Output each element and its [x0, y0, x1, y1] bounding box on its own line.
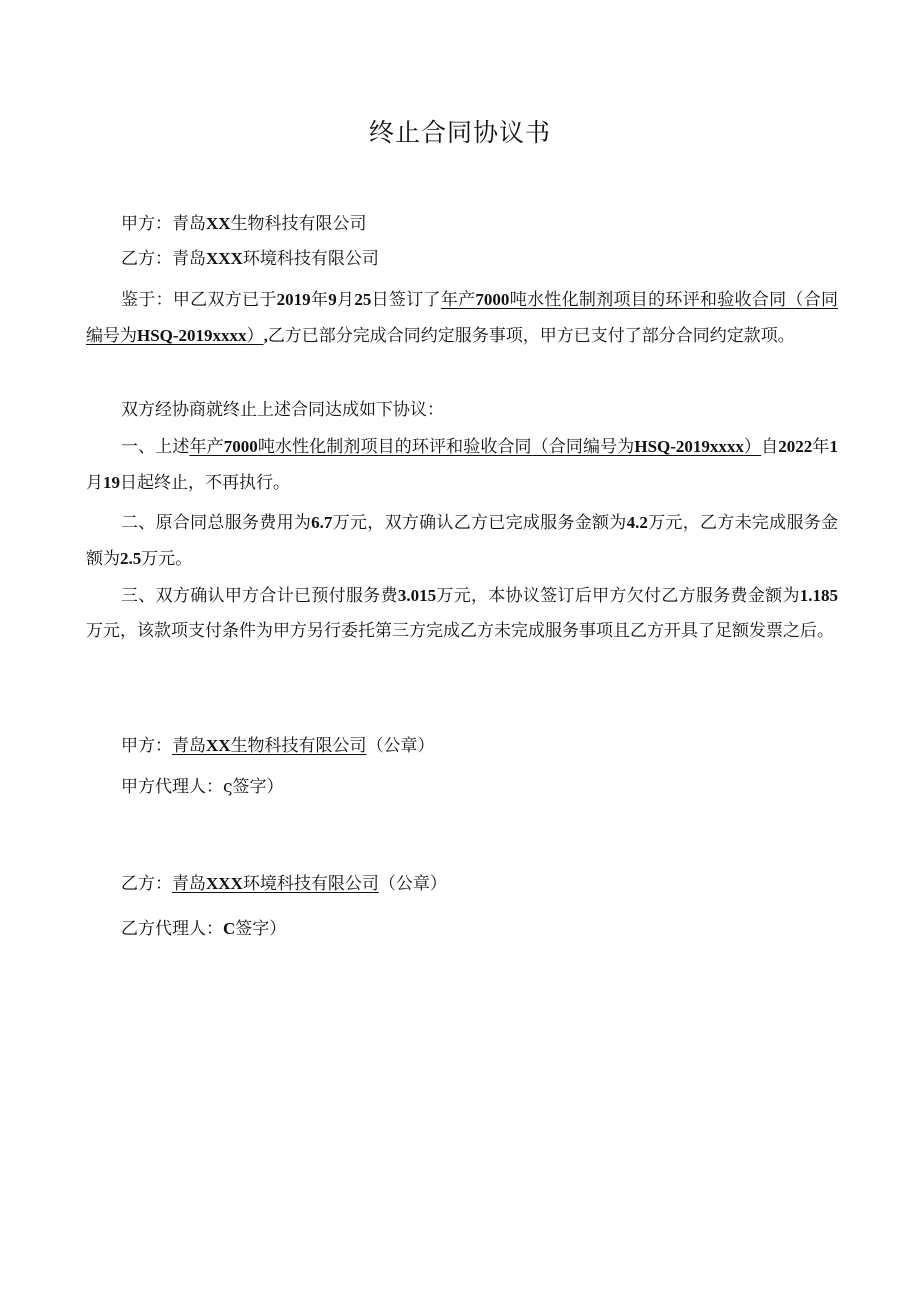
party-b-company-name: [172, 874, 379, 894]
recital-paragraph: [86, 282, 838, 354]
seal-note: （公章）: [366, 736, 435, 756]
contract-number: HSQ-2019xxxx: [634, 437, 744, 456]
recital-month: 9: [328, 290, 337, 309]
company-name-text: 青岛: [172, 874, 206, 894]
party-a-name-part: 青岛: [172, 214, 206, 234]
clause-1-paragraph: [86, 429, 838, 501]
company-name-bold: XXX: [206, 874, 243, 893]
party-b-label: 乙方：: [121, 249, 172, 269]
recital-text: 日签订了: [371, 290, 441, 310]
party-b-name-part: 青岛: [172, 249, 206, 269]
clause-3-text: 三、双方确认甲方合计已预付服务费: [121, 586, 398, 606]
total-fee: 6.7: [311, 513, 333, 532]
party-b-signature-line: [121, 866, 447, 902]
company-name-bold: XX: [206, 736, 231, 755]
clause-1-contract-name: [189, 437, 761, 457]
agent-sign-note: 签字）: [235, 919, 287, 939]
contract-name-text: ）: [246, 326, 264, 346]
uncompleted-amount: 2.5: [120, 549, 142, 568]
recital-day: 25: [354, 290, 372, 309]
party-a-label: 甲方：: [121, 214, 172, 234]
termination-year: 2022: [778, 437, 813, 456]
contract-name-text: 年产: [440, 290, 476, 310]
contract-tonnage: 7000: [475, 290, 510, 309]
prepaid-fee: 3.015: [397, 586, 437, 605]
party-a-line: [121, 206, 367, 242]
contract-tonnage: 7000: [223, 437, 258, 456]
clause-2-paragraph: [86, 505, 838, 577]
outstanding-fee: 1.185: [799, 586, 839, 605]
party-a-name-bold: XX: [206, 214, 231, 233]
clause-3-text: 万元，本协议签订后甲方欠付乙方服务费金额为: [436, 586, 800, 606]
contract-name-text: ）: [743, 437, 762, 457]
party-b-line: [121, 241, 379, 277]
contract-name-text: 吨水性化制剂项目的环评和验收合同（合同编号为: [86, 290, 839, 346]
clause-1-text: 一、上述: [121, 437, 190, 457]
agent-sign-note: 签字）: [232, 777, 284, 797]
clause-1-text: 月: [86, 473, 103, 493]
clause-1-text: 年: [812, 437, 830, 457]
contract-name-text: 吨水性化制剂项目的环评和验收合同（合同编号为: [257, 437, 635, 457]
recital-text: 月: [336, 290, 355, 310]
party-a-name-rest: 生物科技有限公司: [230, 214, 367, 234]
clause-2-text: 二、原合同总服务费用为: [121, 513, 312, 533]
page-title: 终止合同协议书: [368, 118, 551, 147]
company-name-text: 环境科技有限公司: [242, 874, 379, 894]
signature-label: 乙方：: [121, 874, 172, 894]
company-name-text: 青岛: [172, 736, 206, 756]
agent-label: 甲方代理人：: [121, 777, 223, 797]
recital-text: 乙方已部分完成合同约定服务事项，甲方已支付了部分合同约定款项。: [267, 326, 795, 346]
recital-comma: ,: [263, 326, 268, 345]
clause-2-text: 万元。: [141, 549, 193, 569]
signature-label: 甲方：: [121, 736, 172, 756]
contract-name-text: 年产: [189, 437, 224, 457]
party-b-name-bold: XXX: [206, 249, 243, 268]
party-a-agent-line: [121, 770, 284, 805]
party-a-company-name: [172, 736, 367, 756]
recital-text: 年: [310, 290, 329, 310]
agent-mark: ς: [223, 777, 233, 797]
recital-year: 2019: [276, 290, 311, 309]
agent-mark: C: [223, 919, 236, 938]
party-b-name-rest: 环境科技有限公司: [242, 249, 379, 269]
party-a-signature-line: [121, 728, 435, 764]
contract-number: HSQ-2019xxxx: [137, 326, 247, 345]
clause-2-text: 万元，双方确认乙方已完成服务金额为: [332, 513, 627, 533]
clause-2-text: 万元，乙方未完成服务金额为: [86, 513, 839, 569]
party-b-agent-line: [121, 911, 286, 947]
recital-text: 鉴于：甲乙双方已于: [121, 290, 277, 310]
termination-day: 19: [103, 473, 120, 492]
termination-month: 1: [829, 437, 839, 456]
intro-line: 双方经协商就终止上述合同达成如下协议：: [121, 400, 444, 420]
agent-label: 乙方代理人：: [121, 919, 223, 939]
seal-note: （公章）: [378, 874, 447, 894]
clause-3-paragraph: [86, 578, 838, 649]
clause-1-text: 自: [761, 437, 779, 457]
clause-1-text: 日起终止，不再执行。: [120, 473, 290, 493]
completed-amount: 4.2: [626, 513, 648, 532]
company-name-text: 生物科技有限公司: [230, 736, 367, 756]
clause-3-text: 万元，该款项支付条件为甲方另行委托第三方完成乙方未完成服务事项且乙方开具了足额发票之后。: [86, 621, 834, 641]
